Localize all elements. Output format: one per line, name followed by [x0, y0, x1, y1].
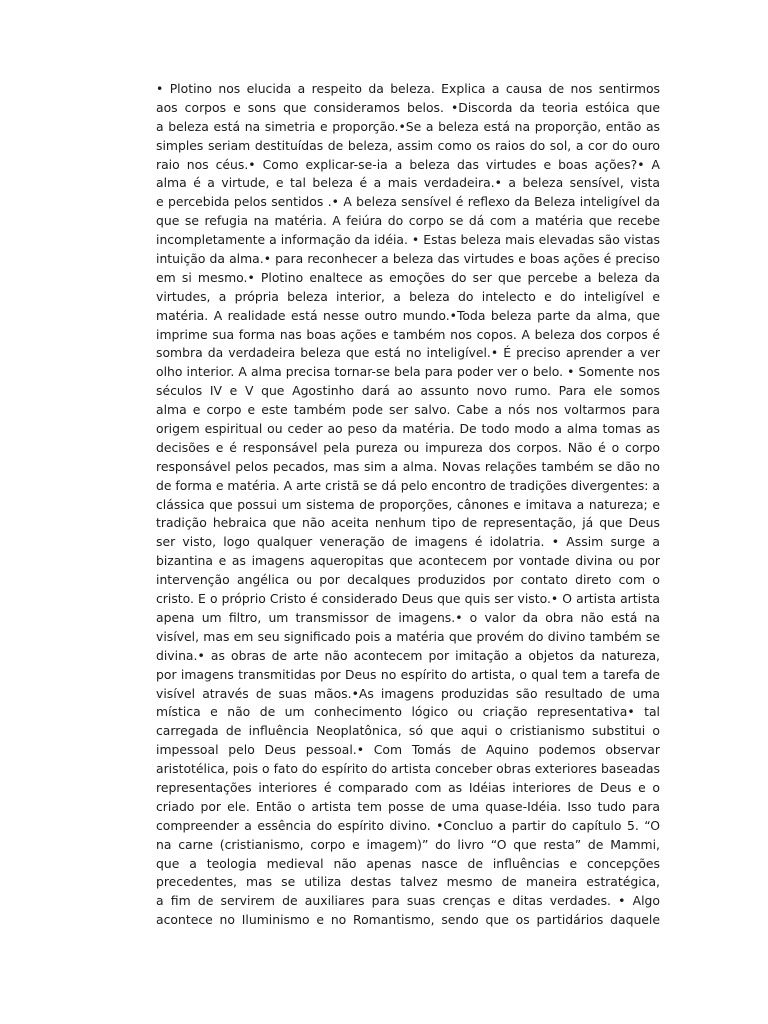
text-line: visível, mas em seu significado pois a matéria que provém do divino também se	[156, 628, 660, 644]
body-text	[156, 80, 660, 930]
text-line: origem espiritual ou ceder ao peso da matéria. De todo modo a alma tomas as	[156, 421, 660, 437]
text-line: acontece no Iluminismo e no Romantismo, sendo que os partidários daquele	[156, 912, 660, 928]
text-line: intervenção angélica ou por decalques produzidos por contato direto com o	[156, 572, 660, 588]
text-line: divina.• as obras de arte não acontecem por imitação a objetos da natureza,	[156, 647, 660, 663]
text-line: imprime sua forma nas boas ações e também nos copos. A beleza dos corpos é	[156, 326, 660, 342]
text-line: visível através de suas mãos.•As imagens produzidas são resultado de uma	[156, 685, 660, 701]
text-line: alma é a virtude, e tal beleza é a mais verdadeira.• a beleza sensível, vista	[156, 175, 660, 191]
text-line: representações interiores é comparado com as Idéias interiores de Deus e o	[156, 779, 660, 795]
text-line: criado por ele. Então o artista tem posse de uma quase-Idéia. Isso tudo para	[156, 798, 660, 814]
text-line: carregada de influência Neoplatônica, só que aqui o cristianismo substitui o	[156, 723, 660, 739]
text-line: na carne (cristianismo, corpo e imagem)” do livro “O que resta” de Mammi,	[156, 836, 660, 852]
text-line: que se refugia na matéria. A feiúra do corpo se dá com a matéria que recebe	[156, 213, 660, 229]
text-line: bizantina e as imagens aqueropitas que acontecem por vontade divina ou por	[156, 553, 660, 569]
text-line: matéria. A realidade está nesse outro mundo.•Toda beleza parte da alma, que	[156, 307, 660, 323]
text-line: responsável pelos pecados, mas sim a alma. Novas relações também se dão no	[156, 458, 660, 474]
text-line: ser visto, logo qualquer veneração de imagens é idolatria. • Assim surge a	[156, 534, 660, 550]
text-line: mística e não de um conhecimento lógico ou criação representativa• tal	[156, 704, 660, 720]
text-line: a fim de servirem de auxiliares para suas crenças e ditas verdades. • Algo	[156, 893, 660, 909]
text-line: alma e corpo e este também pode ser salvo. Cabe a nós nos voltarmos para	[156, 402, 660, 418]
text-line: raio nos céus.• Como explicar-se-ia a beleza das virtudes e boas ações?• A	[156, 156, 660, 172]
text-line: sombra da verdadeira beleza que está no inteligível.• É preciso aprender a ver	[156, 345, 660, 361]
text-line: de forma e matéria. A arte cristã se dá pelo encontro de tradições divergentes: a	[156, 477, 660, 493]
text-line: decisões e é responsável pela pureza ou impureza dos corpos. Não é o corpo	[156, 439, 660, 455]
text-line: precedentes, mas se utiliza destas talvez mesmo de maneira estratégica,	[156, 874, 660, 890]
text-line: tradição hebraica que não aceita nenhum tipo de representação, já que Deus	[156, 515, 660, 531]
text-line: virtudes, a própria beleza interior, a beleza do intelecto e do inteligível e	[156, 288, 660, 304]
text-line: a beleza está na simetria e proporção.•Se a beleza está na proporção, então as	[156, 118, 660, 134]
text-line: simples seriam destituídas de beleza, assim como os raios do sol, a cor do ouro	[156, 137, 660, 153]
text-line: compreender a essência do espírito divino. •Concluo a partir do capítulo 5. “O	[156, 817, 660, 833]
text-line: cristo. E o próprio Cristo é considerado Deus que quis ser visto.• O artista artista	[156, 591, 660, 607]
text-line: aristotélica, pois o fato do espírito do artista conceber obras exteriores baseadas	[156, 761, 660, 777]
text-line: incompletamente a informação da idéia. • Estas beleza mais elevadas são vistas	[156, 232, 660, 248]
text-line: impessoal pelo Deus pessoal.• Com Tomás de Aquino podemos observar	[156, 742, 660, 758]
text-line: por imagens transmitidas por Deus no espírito do artista, o qual tem a tarefa de	[156, 666, 660, 682]
text-line: apena um filtro, um transmissor de imagens.• o valor da obra não está na	[156, 609, 660, 625]
text-line: e percebida pelos sentidos .• A beleza sensível é reflexo da Beleza inteligível da	[156, 194, 660, 210]
text-line: clássica que possui um sistema de proporções, cânones e imitava a natureza; e	[156, 496, 660, 512]
text-line: séculos IV e V que Agostinho dará ao assunto novo rumo. Para ele somos	[156, 383, 660, 399]
text-line: • Plotino nos elucida a respeito da beleza. Explica a causa de nos sentirmos	[156, 81, 660, 96]
text-line: aos corpos e sons que consideramos belos. •Discorda da teoria estóica que	[156, 99, 660, 115]
text-line: intuição da alma.• para reconhecer a beleza das virtudes e boas ações é preciso	[156, 251, 660, 267]
text-line: que a teologia medieval não apenas nasce de influências e concepções	[156, 855, 660, 871]
text-line: em si mesmo.• Plotino enaltece as emoções do ser que percebe a beleza da	[156, 269, 660, 285]
text-line: olho interior. A alma precisa tornar-se bela para poder ver o belo. • Somente nos	[156, 364, 660, 380]
